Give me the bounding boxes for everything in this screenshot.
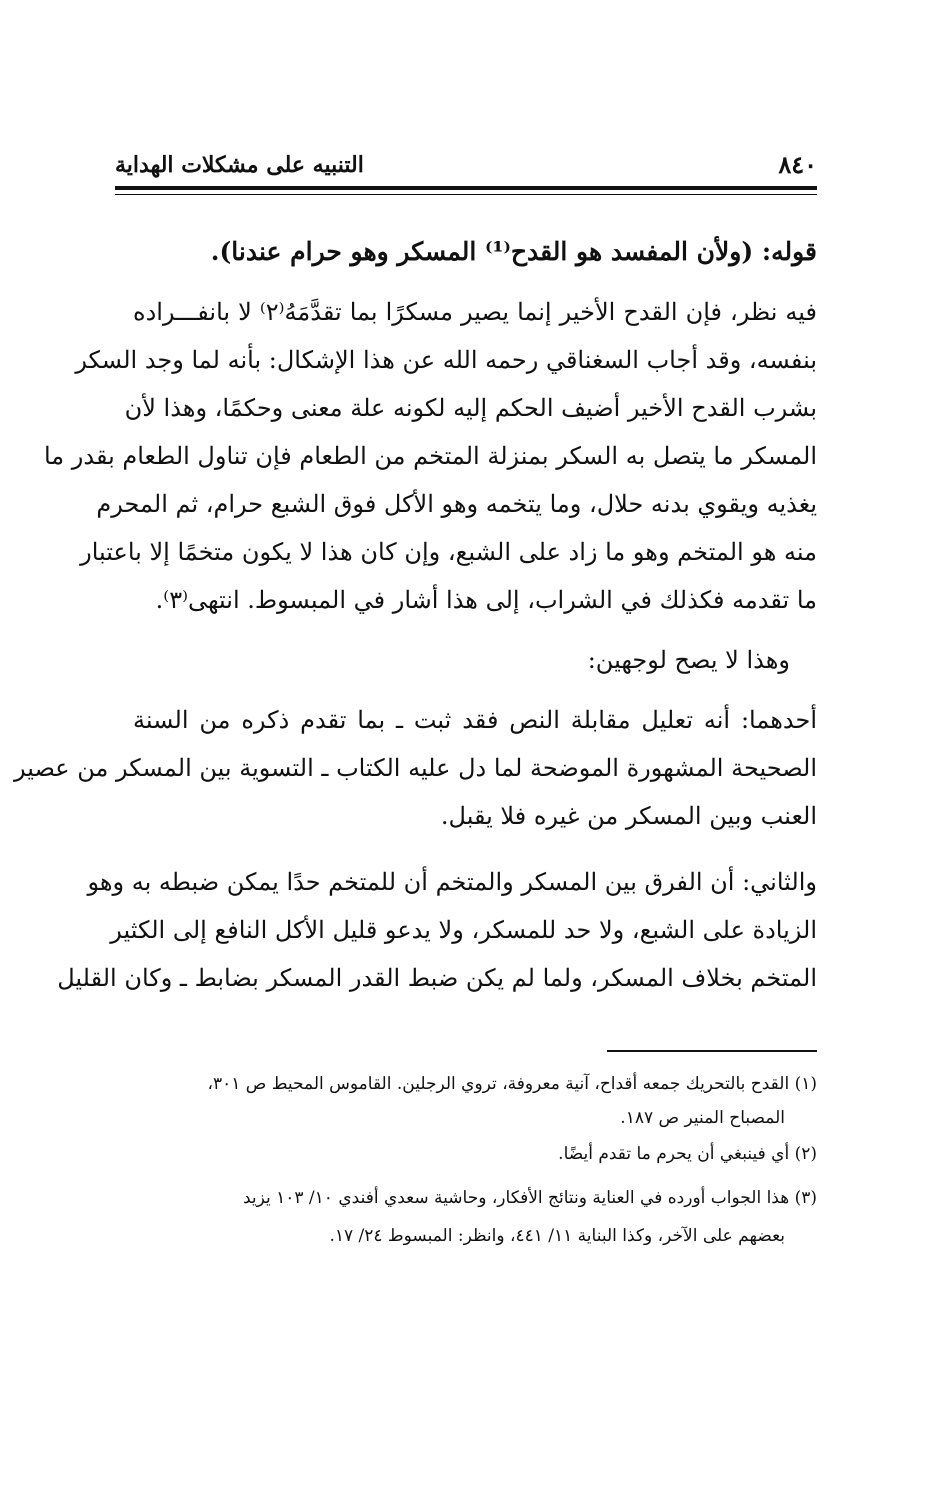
body-line: منه هو المتخم وهو ما زاد على الشبع، وإن كان هذا لا يكون متخمًا إلا باعتبار [80,538,817,566]
footnote-separator [607,1050,817,1052]
body-line: بنفسه، وقد أجاب السغناقي رحمه الله عن هذا الإشكال: بأنه لما وجد السكر [75,346,817,374]
header-rule-thick [115,186,817,190]
page-header [115,150,817,186]
lemma-heading: قوله: (ولأن المفسد هو القدح⁽¹⁾ المسكر وهو حرام عندنا). [210,237,817,266]
body-line: الصحيحة المشهورة الموضحة لما دل عليه الكتاب ـ التسوية بين المسكر من عصير [13,754,817,782]
footnote-2: (٢) أي فينبغي أن يحرم ما تقدم أيضًا. [558,1144,817,1164]
body-line: والثاني: أن الفرق بين المسكر والمتخم أن للمتخم حدًا يمكن ضبطه به وهو [87,868,817,896]
body-line: العنب وبين المسكر من غيره فلا يقبل. [440,802,817,830]
body-line: بشرب القدح الأخير أضيف الحكم إليه لكونه علة معنى وحكمًا، وهذا لأن [124,394,817,422]
body-line: فيه نظر، فإن القدح الأخير إنما يصير مسكرًا بما تقدَّمَهُ⁽٢⁾ لا بانفـــراده [133,298,817,326]
header-rule-thin [115,194,817,195]
body-line: يغذيه ويقوي بدنه حلال، وما يتخمه وهو الأكل فوق الشبع حرام، ثم المحرم [96,490,817,518]
footnote-3: (٣) هذا الجواب أورده في العناية ونتائج الأفكار، وحاشية سعدي أفندي ١٠/ ١٠٣ يزيد [242,1188,817,1208]
footnote-3-continued: بعضهم على الآخر، وكذا البناية ١١/ ٤٤١، وانظر: المبسوط ٢٤/ ١٧. [329,1226,785,1246]
footnote-1: (١) القدح بالتحريك جمعه أقداح، آنية معروفة، تروي الرجلين. القاموس المحيط ص ٣٠١، [207,1074,817,1094]
body-line: ما تقدمه فكذلك في الشراب، إلى هذا أشار في المبسوط. انتهى⁽٣⁾. [155,586,817,614]
body-line: أحدهما: أنه تعليل مقابلة النص فقد ثبت ـ بما تقدم ذكره من السنة [133,706,817,734]
page-number: ٨٤٠ [778,150,817,179]
footnote-1-continued: المصباح المنير ص ١٨٧. [620,1108,785,1128]
body-line: الزيادة على الشبع، ولا حد للمسكر، ولا يدعو قليل الأكل النافع إلى الكثير [110,916,817,944]
running-title: التنبيه على مشكلات الهداية [115,152,364,178]
body-line: المتخم بخلاف المسكر، ولما لم يكن ضبط القدر المسكر بضابط ـ وكان القليل [57,964,817,992]
body-line: وهذا لا يصح لوجهين: [587,646,790,674]
body-line: المسكر ما يتصل به السكر بمنزلة المتخم من الطعام فإن تناول الطعام بقدر ما [43,442,817,470]
